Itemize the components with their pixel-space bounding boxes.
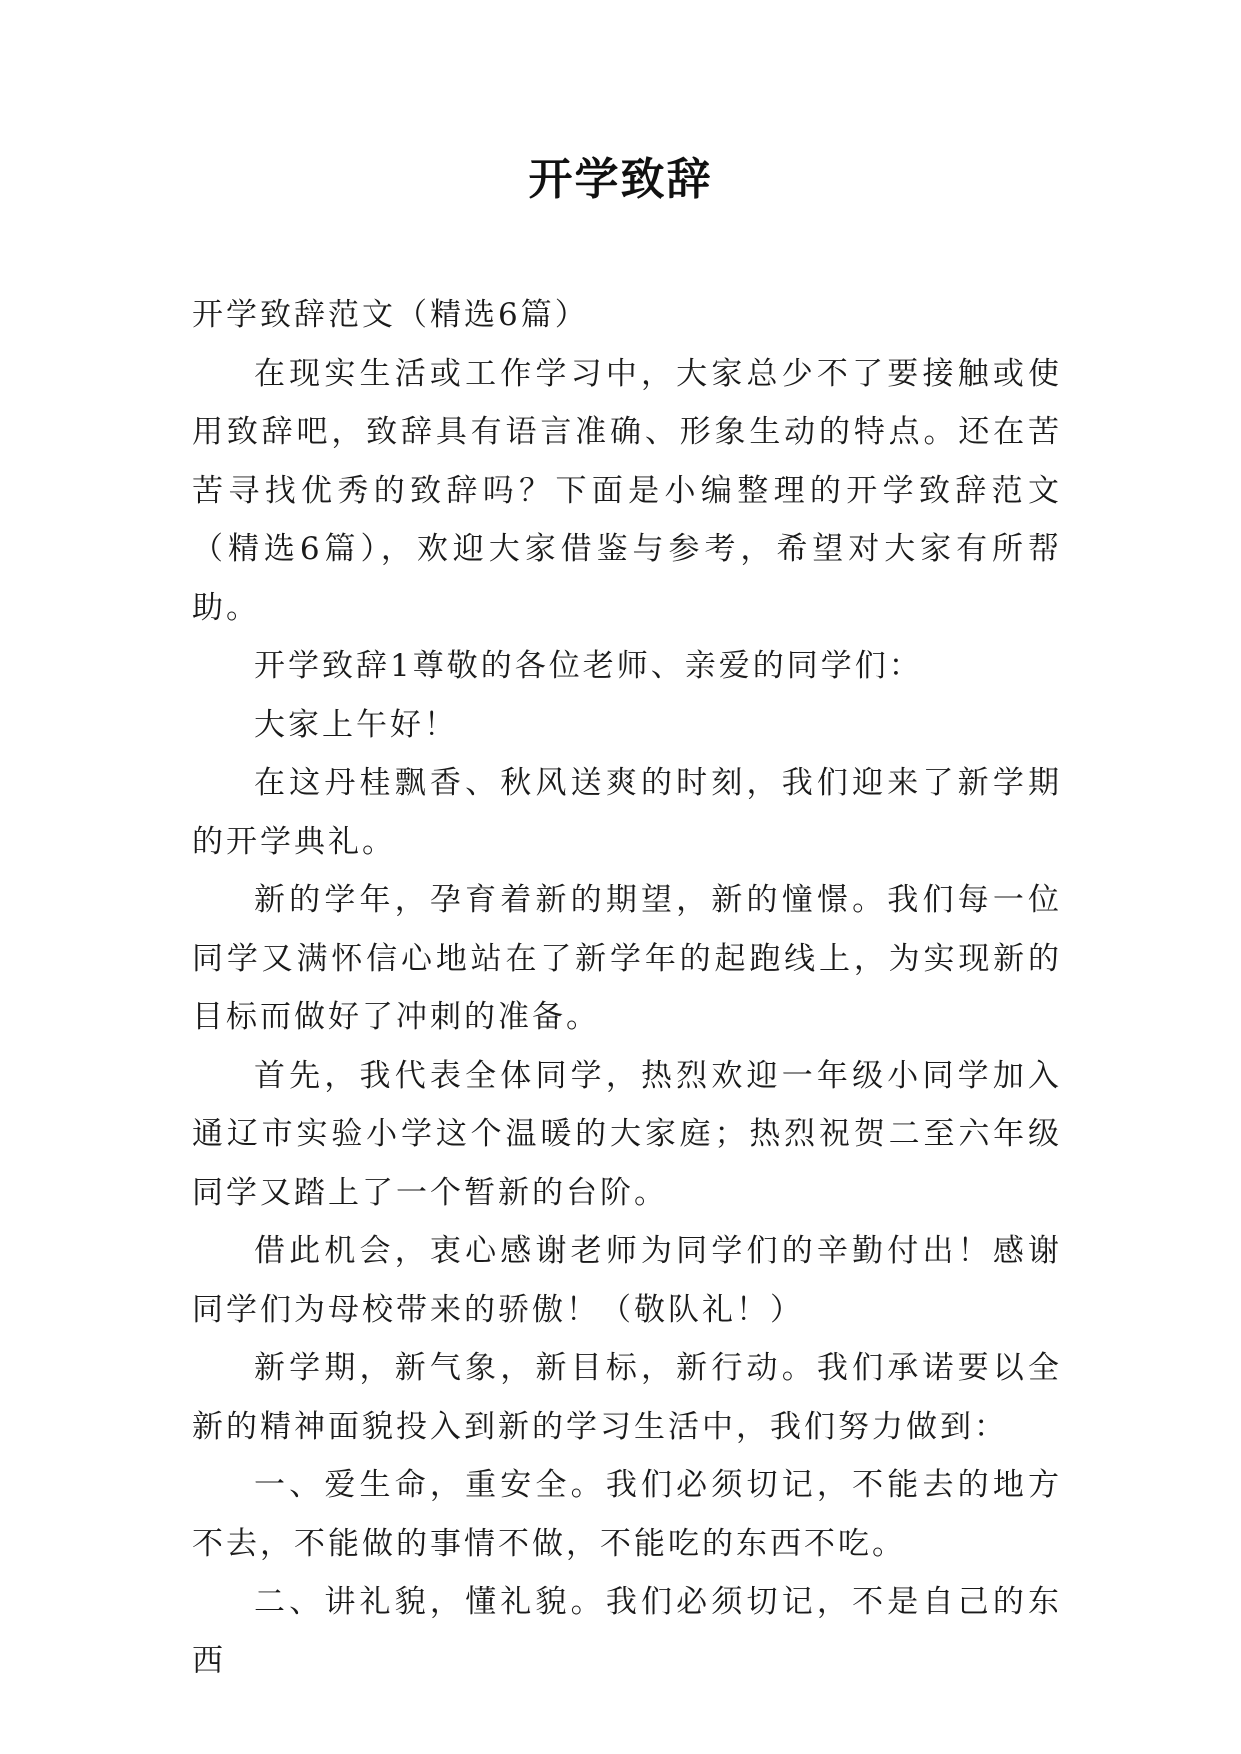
paragraph: 在现实生活或工作学习中，大家总少不了要接触或使用致辞吧，致辞具有语言准确、形象生动的特点。还在苦苦寻找优秀的致辞吗？下面是小编整理的开学致辞范文（精选6篇），欢迎大家借鉴与参考，希望对大家有所帮助。: [192, 355, 1062, 626]
paragraph: 大家上午好！: [254, 706, 458, 743]
paragraph: 开学致辞1尊敬的各位老师、亲爱的同学们：: [254, 648, 923, 684]
paragraph: 一、爱生命，重安全。我们必须切记，不能去的地方不去，不能做的事情不做，不能吃的东西不吃。: [192, 1467, 1062, 1562]
paragraph: 新的学年，孕育着新的期望，新的憧憬。我们每一位同学又满怀信心地站在了新学年的起跑线上，为实现新的目标而做好了冲刺的准备。: [192, 882, 1062, 1035]
paragraph: 首先，我代表全体同学，热烈欢迎一年级小同学加入通辽市实验小学这个温暖的大家庭；热烈祝贺二至六年级同学又踏上了一个暂新的台阶。: [192, 1057, 1062, 1211]
paragraph: 新学期，新气象，新目标，新行动。我们承诺要以全新的精神面貌投入到新的学习生活中，我们努力做到：: [192, 1350, 1062, 1445]
paragraph: 二、讲礼貌，懂礼貌。我们必须切记，不是自己的东西: [192, 1584, 1062, 1679]
paragraph: 在这丹桂飘香、秋风送爽的时刻，我们迎来了新学期的开学典礼。: [192, 765, 1062, 860]
document-title: 开学致辞: [528, 154, 713, 205]
paragraph: 借此机会，衷心感谢老师为同学们的辛勤付出！感谢同学们为母校带来的骄傲！（敬队礼！）: [192, 1233, 1062, 1328]
document-body: [192, 286, 1062, 1690]
intro-heading: 开学致辞范文（精选6篇）: [192, 297, 589, 333]
